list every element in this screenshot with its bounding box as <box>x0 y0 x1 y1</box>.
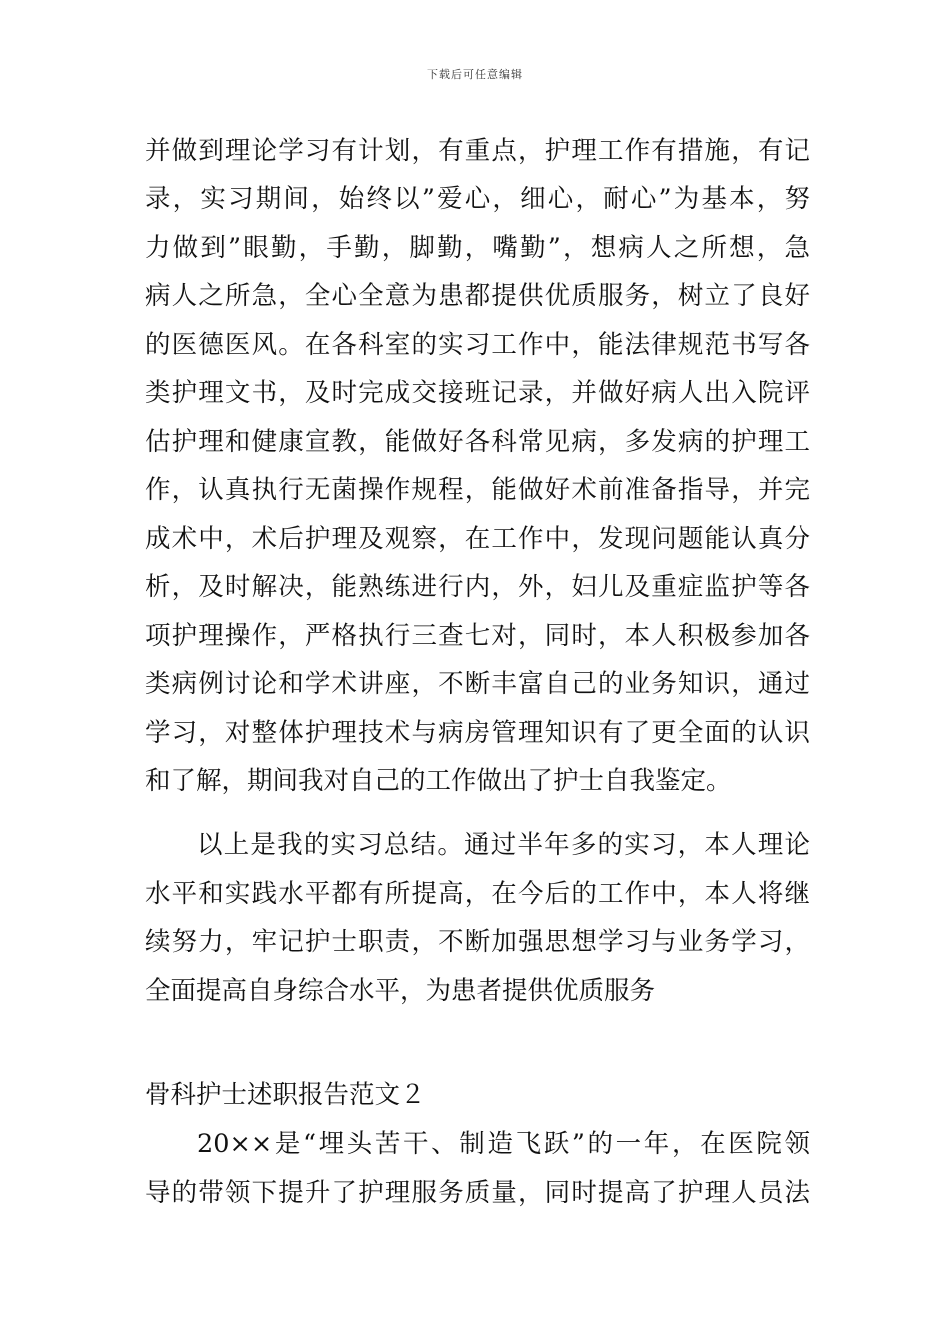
paragraph-line: 估护理和健康宣教，能做好各科常见病，多发病的护理工 <box>145 427 810 457</box>
paragraph-line: 水平和实践水平都有所提高，在今后的工作中，本人将继 <box>145 879 810 909</box>
paragraph-line: 析，及时解决，能熟练进行内，外，妇儿及重症监护等各 <box>145 572 810 602</box>
paragraph-line: 力做到”眼勤，手勤，脚勤，嘴勤”，想病人之所想，急 <box>145 233 810 263</box>
paragraph-line: 以上是我的实习总结。通过半年多的实习，本人理论 <box>197 830 810 860</box>
page-header-note: 下载后可任意编辑 <box>427 68 523 81</box>
paragraph-line: 项护理操作，严格执行三查七对，同时，本人积极参加各 <box>145 621 810 651</box>
paragraph-line: 和了解，期间我对自己的工作做出了护士自我鉴定。 <box>145 766 732 796</box>
paragraph-line: 并做到理论学习有计划，有重点，护理工作有措施，有记 <box>145 136 810 166</box>
paragraph-line: 学习，对整体护理技术与病房管理知识有了更全面的认识 <box>145 718 810 748</box>
paragraph-line: 类病例讨论和学术讲座，不断丰富自己的业务知识，通过 <box>145 669 810 699</box>
paragraph-line: 成术中，术后护理及观察，在工作中，发现问题能认真分 <box>145 524 810 554</box>
paragraph-line: 续努力，牢记护士职责，不断加强思想学习与业务学习， <box>145 927 810 957</box>
section-heading: 骨科护士述职报告范文２ <box>145 1080 426 1110</box>
paragraph-line: 录，实习期间，始终以”爱心，细心，耐心”为基本，努 <box>145 184 810 214</box>
paragraph-line: 20××是“埋头苦干、制造飞跃”的一年，在医院领 <box>197 1129 810 1159</box>
paragraph-line: 的医德医风。在各科室的实习工作中，能法律规范书写各 <box>145 330 810 360</box>
paragraph-line: 全面提高自身综合水平，为患者提供优质服务 <box>145 976 656 1006</box>
paragraph-line: 病人之所急，全心全意为患都提供优质服务，树立了良好 <box>145 281 810 311</box>
paragraph-line: 作，认真执行无菌操作规程，能做好术前准备指导，并完 <box>145 475 810 505</box>
paragraph-line: 类护理文书，及时完成交接班记录，并做好病人出入院评 <box>145 378 810 408</box>
paragraph-line: 导的带领下提升了护理服务质量，同时提高了护理人员法 <box>145 1178 810 1208</box>
